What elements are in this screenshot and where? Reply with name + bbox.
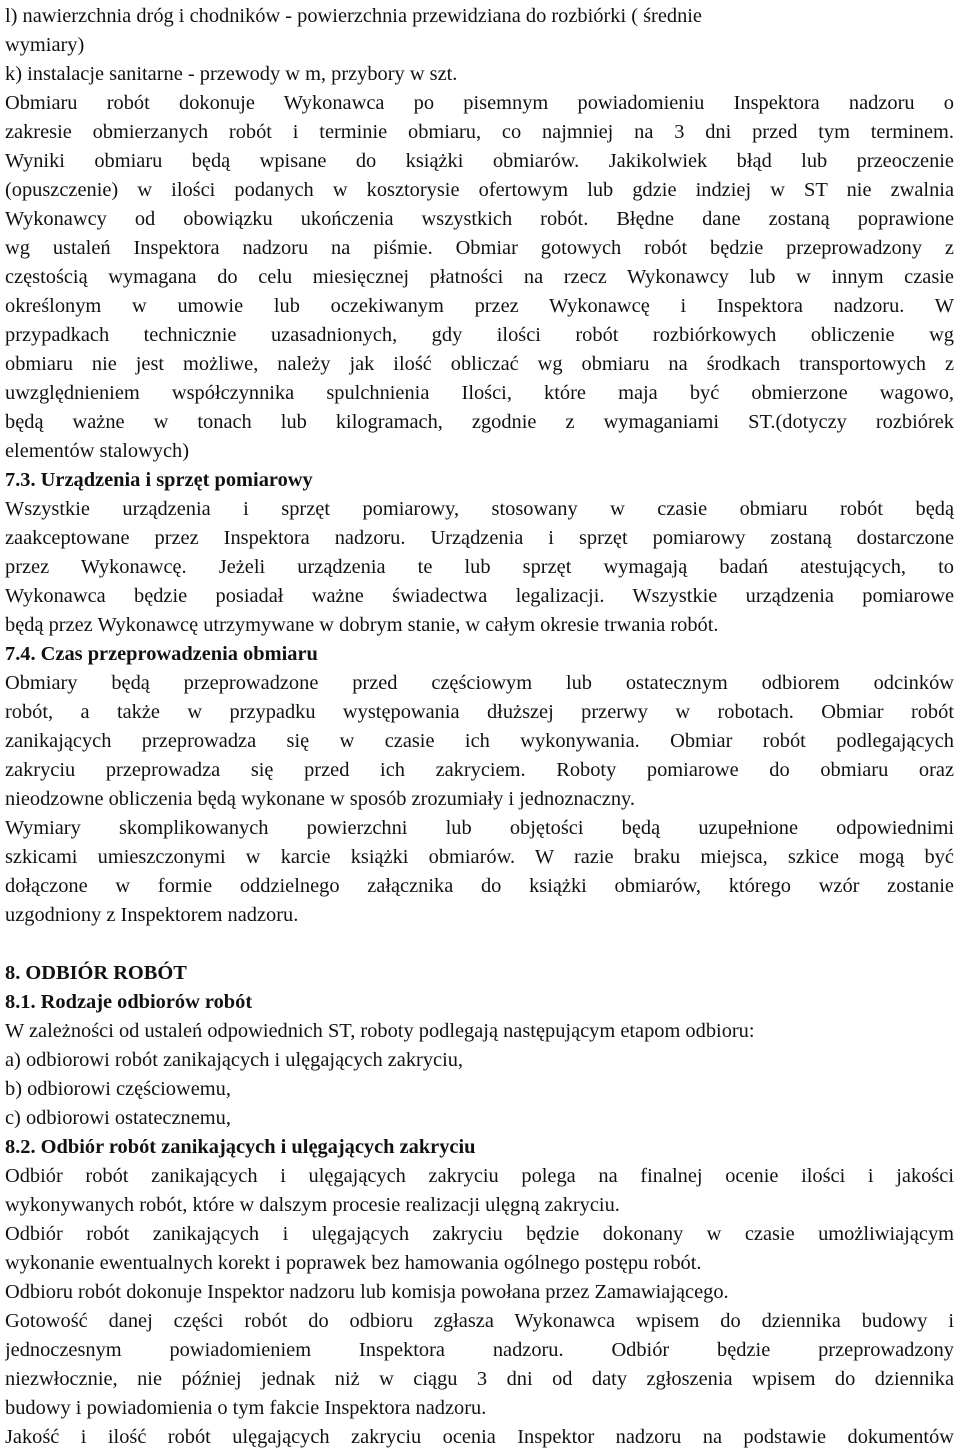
text-line: c) odbiorowi ostatecznemu, xyxy=(5,1107,231,1129)
section-heading: 7.4. Czas przeprowadzenia obmiaru xyxy=(5,643,318,665)
text-line: Wymiary skomplikowanych powierzchni lub objętości będą uzupełnione odpowiednimi xyxy=(5,817,954,839)
blank-line xyxy=(5,930,954,959)
text-line: określonym w umowie lub oczekiwanym przez Wykonawcę i Inspektora nadzoru. W xyxy=(5,295,954,317)
text-line: wykonywanych robót, które w dalszym procesie realizacji ulęgną zakryciu. xyxy=(5,1194,620,1216)
text-line: l) nawierzchnia dróg i chodników - powierzchnia przewidziana do rozbiórki ( średnie xyxy=(5,5,702,27)
text-line: uwzględnieniem współczynnika spulchnienia Ilości, które maja być obmierzone wagowo, xyxy=(5,382,954,404)
text-line: zaakceptowane przez Inspektora nadzoru. Urządzenia i sprzęt pomiarowy zostaną dostarczone xyxy=(5,527,954,549)
text-line: obmiaru nie jest możliwe, należy jak ilość obliczać wg obmiaru na środkach transportowych z xyxy=(5,353,954,375)
section-heading: 8.1. Rodzaje odbiorów robót xyxy=(5,991,253,1013)
text-line: (opuszczenie) w ilości podanych w kosztorysie ofertowym lub gdzie indziej w ST nie zwalnia xyxy=(5,179,954,201)
text-line: Wykonawca będzie posiadał ważne świadectwa legalizacji. Wszystkie urządzenia pomiarowe xyxy=(5,585,954,607)
section-heading: 8. ODBIÓR ROBÓT xyxy=(5,962,187,984)
text-line: Obmiaru robót dokonuje Wykonawca po pisemnym powiadomieniu Inspektora nadzoru o xyxy=(5,92,954,114)
text-line: szkicami umieszczonymi w karcie książki obmiarów. W razie braku miejsca, szkice mogą być xyxy=(5,846,954,868)
text-line: Gotowość danej części robót do odbioru zgłasza Wykonawca wpisem do dziennika budowy i xyxy=(5,1310,954,1332)
section-heading: 8.2. Odbiór robót zanikających i ulęgających zakryciu xyxy=(5,1136,476,1158)
text-line: zanikających przeprowadza się w czasie ich wykonywania. Obmiar robót podlegających xyxy=(5,730,954,752)
text-line: Jakość i ilość robót ulęgających zakryciu ocenia Inspektor nadzoru na podstawie dokumentów xyxy=(5,1426,954,1448)
text-line: jednoczesnym powiadomieniem Inspektora nadzoru. Odbiór będzie przeprowadzony xyxy=(5,1339,954,1361)
text-line: przypadkach technicznie uzasadnionych, gdy ilości robót rozbiórkowych obliczenie wg xyxy=(5,324,954,346)
paragraph xyxy=(5,1017,954,1133)
text-line: a) odbiorowi robót zanikających i ulęgających zakryciu, xyxy=(5,1049,464,1071)
text-line: budowy i powiadomienia o tym fakcie Inspektora nadzoru. xyxy=(5,1397,487,1419)
text-line: uzgodniony z Inspektorem nadzoru. xyxy=(5,904,299,926)
text-line: k) instalacje sanitarne - przewody w m, przybory w szt. xyxy=(5,63,458,85)
text-line: niezwłocznie, nie później jednak niż w ciągu 3 dni od daty zgłoszenia wpisem do dziennika xyxy=(5,1368,954,1390)
text-line: przez Wykonawcę. Jeżeli urządzenia te lub sprzęt wymagają badań atestujących, to xyxy=(5,556,954,578)
text-line: Odbiór robót zanikających i ulęgających zakryciu będzie dokonany w czasie umożliwiającym xyxy=(5,1223,954,1245)
text-line: Odbiór robót zanikających i ulęgających zakryciu polega na finalnej ocenie ilości i jakości xyxy=(5,1165,954,1187)
text-line: Wszystkie urządzenia i sprzęt pomiarowy, stosowany w czasie obmiaru robót będą xyxy=(5,498,954,520)
section-heading: 7.3. Urządzenia i sprzęt pomiarowy xyxy=(5,469,313,491)
text-line: wg ustaleń Inspektora nadzoru na piśmie. Obmiar gotowych robót będzie przeprowadzony z xyxy=(5,237,954,259)
paragraph xyxy=(5,495,954,640)
paragraph xyxy=(5,669,954,930)
text-line: dołączone w formie oddzielnego załącznika do książki obmiarów, którego wzór zostanie xyxy=(5,875,954,897)
paragraph xyxy=(5,2,954,466)
text-line: Odbioru robót dokonuje Inspektor nadzoru lub komisja powołana przez Zamawiającego. xyxy=(5,1281,729,1303)
text-line: zakresie obmierzanych robót i terminie obmiaru, co najmniej na 3 dni przed tym terminem. xyxy=(5,121,954,143)
text-line: Wykonawcy od obowiązku ukończenia wszystkich robót. Błędne dane zostaną poprawione xyxy=(5,208,954,230)
text-line: będą przez Wykonawcę utrzymywane w dobrym stanie, w całym okresie trwania robót. xyxy=(5,614,719,636)
text-line: będą ważne w tonach lub kilogramach, zgodnie z wymaganiami ST.(dotyczy rozbiórek xyxy=(5,411,954,433)
text-line: zakryciu przeprowadza się przed ich zakryciem. Roboty pomiarowe do obmiaru oraz xyxy=(5,759,954,781)
text-line: W zależności od ustaleń odpowiednich ST, roboty podlegają następującym etapom odbioru: xyxy=(5,1020,755,1042)
text-line: wymiary) xyxy=(5,34,85,56)
text-line: częstością wymagana do celu miesięcznej płatności na rzecz Wykonawcy lub w innym czasie xyxy=(5,266,954,288)
text-line: robót, a także w przypadku występowania dłuższej przerwy w robotach. Obmiar robót xyxy=(5,701,954,723)
text-line: Wyniki obmiaru będą wpisane do książki obmiarów. Jakikolwiek błąd lub przeoczenie xyxy=(5,150,954,172)
text-line: nieodzowne obliczenia będą wykonane w sposób zrozumiały i jednoznaczny. xyxy=(5,788,635,810)
paragraph xyxy=(5,1162,954,1452)
text-line: elementów stalowych) xyxy=(5,440,190,462)
text-line: b) odbiorowi częściowemu, xyxy=(5,1078,231,1100)
text-line: wykonanie ewentualnych korekt i poprawek bez hamowania ogólnego postępu robót. xyxy=(5,1252,702,1274)
text-line: Obmiary będą przeprowadzone przed częściowym lub ostatecznym odbiorem odcinków xyxy=(5,672,954,694)
